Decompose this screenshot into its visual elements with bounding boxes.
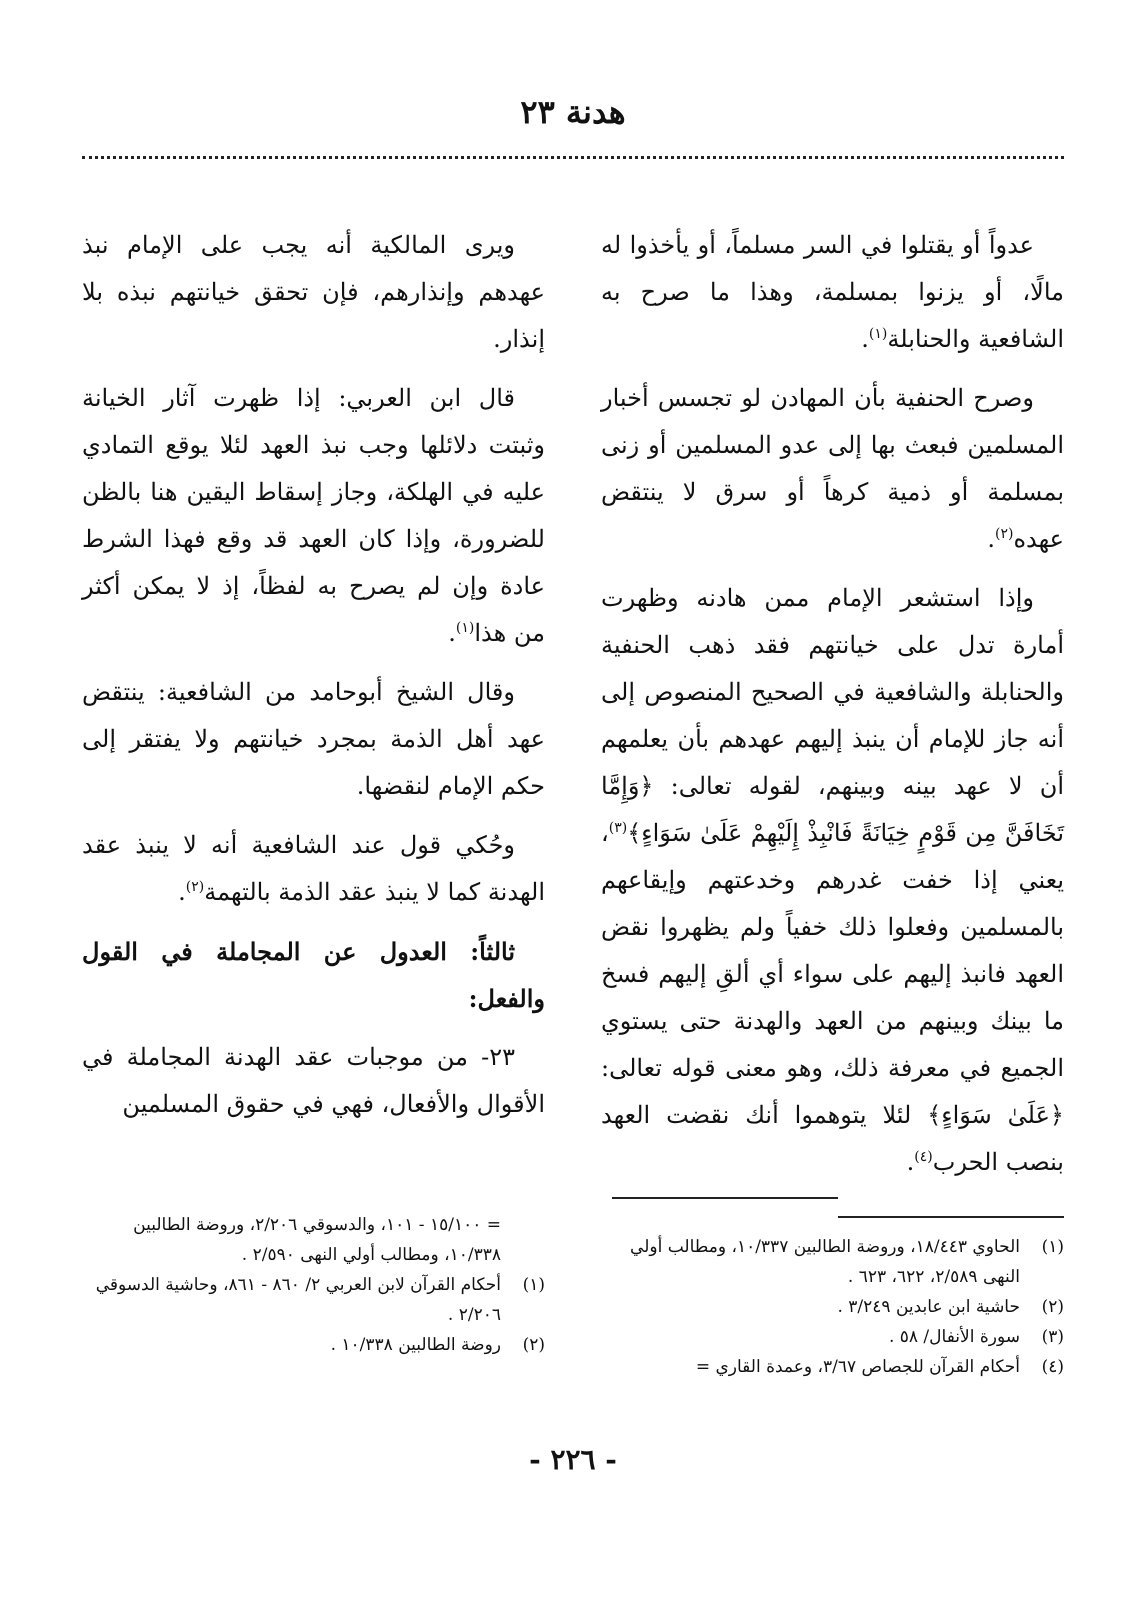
footnote-continuation: = ١٥/١٠٠ - ١٠١، والدسوقي ٢/٢٠٦، وروضة الطالبين ١٠/٣٣٨، ومطالب أولي النهى ٢/٥٩٠ .: [133, 1215, 501, 1265]
paragraph: وقال الشيخ أبوحامد من الشافعية: ينتقض عهد أهل الذمة بمجرد خيانتهم ولا يفتقر إلى حكم الإمام لنقضها.: [82, 678, 545, 800]
section-heading: ثالثاً: العدول عن المجاملة في القول والفعل:: [82, 937, 545, 1013]
footnote: (١) الحاوي ١٨/٤٤٣، وروضة الطالبين ١٠/٣٣٧، ومطالب أولي النهى ٢/٥٨٩، ٦٢٢، ٦٢٣ .: [630, 1237, 1064, 1287]
footnote-ref: (٢): [994, 526, 1014, 542]
paragraph: ويرى المالكية أنه يجب على الإمام نبذ عهدهم وإنذارهم، فإن تحقق خيانتهم نبذه بلا إنذار.: [82, 231, 545, 353]
paragraph: ٢٣- من موجبات عقد الهدنة المجاملة في الأقوال والأفعال، فهي في حقوق المسلمين: [82, 1043, 545, 1118]
footnote-ref: (٤): [914, 1149, 933, 1165]
footnote: (٢) روضة الطالبين ١٠/٣٣٨ .: [330, 1335, 545, 1355]
footnote-rule: [612, 1197, 838, 1199]
footnote-ref: (١): [455, 620, 475, 636]
page-header: هدنة ٢٣: [520, 93, 626, 131]
footnote-ref: (٢): [185, 879, 205, 895]
left-column: [82, 222, 545, 1140]
footnotes-right: [601, 1232, 1064, 1382]
paragraph: وإذا استشعر الإمام ممن هادنه وظهرت أمارة تدل على خيانتهم فقد ذهب الحنفية والحنابلة والشافعية في الصحيح المنصوص إلى أنه جاز للإمام أن ينبذ إليهم عهدهم بأن يعلمهم أن لا عهد بينه وبينهم، لقوله تعالى: ﴿وَإِمَّا تَخَافَنَّ مِن قَوْمٍ خِيَانَةً فَانْبِذْ إِلَيْهِمْ عَلَىٰ سَوَاءٍ﴾$^{(٣)}$، يعني إذا خفت غدرهم وخدعتهم وإيقاعهم بالمسلمين وفعلوا ذلك خفياً ولم يظهروا نقض العهد فانبذ إليهم على سواء أي ألقِ إليهم فسخ ما بينك وبينهم من العهد والهدنة حتى يستوي الجميع في معرفة ذلك، وهو معنى قوله تعالى: ﴿عَلَىٰ سَوَاءٍ﴾ لئلا يتوهموا أنك نقضت العهد بنصب الحرب$^{(٤)}$.: [601, 584, 1065, 1176]
page-number: - ٢٢٦ -: [529, 1443, 617, 1476]
header-dotted-rule: [82, 156, 1064, 159]
right-column: [601, 222, 1064, 1198]
paragraph: وصرح الحنفية بأن المهادن لو تجسس أخبار المسلمين فبعث بها إلى عدو المسلمين أو زنى بمسلمة أو ذمية كرهاً أو سرق لا ينتقض عهده$^{(٢)}$.: [601, 384, 1064, 553]
footnote-rule: [838, 1216, 1064, 1218]
footnote: (٢) حاشية ابن عابدين ٣/٢٤٩ .: [837, 1297, 1064, 1317]
paragraph: عدواً أو يقتلوا في السر مسلماً، أو يأخذوا له مالًا، أو يزنوا بمسلمة، وهذا ما صرح به الشافعية والحنابلة$^{(١)}$.: [601, 231, 1064, 353]
footnotes-left: [82, 1210, 545, 1360]
footnote: (١) أحكام القرآن لابن العربي ٢/ ٨٦٠ - ٨٦١، وحاشية الدسوقي ٢/٢٠٦ .: [95, 1275, 545, 1325]
footnote: (٤) أحكام القرآن للجصاص ٣/٦٧، وعمدة القاري =: [695, 1357, 1064, 1377]
paragraph: وحُكي قول عند الشافعية أنه لا ينبذ عقد الهدنة كما لا ينبذ عقد الذمة بالتهمة$^{(٢)}$.: [82, 831, 545, 906]
footnote: (٣) سورة الأنفال/ ٥٨ .: [888, 1327, 1064, 1347]
footnote-ref: (١): [868, 326, 888, 342]
footnote-ref: (٣): [608, 820, 628, 836]
paragraph: قال ابن العربي: إذا ظهرت آثار الخيانة وثبتت دلائلها وجب نبذ العهد لئلا يوقع التمادي عليه في الهلكة، وجاز إسقاط اليقين هنا بالظن للضرورة، وإذا كان العهد قد وقع فهذا الشرط عادة وإن لم يصرح به لفظاً، إذ لا يمكن أكثر من هذا$^{(١)}$.: [82, 384, 545, 647]
